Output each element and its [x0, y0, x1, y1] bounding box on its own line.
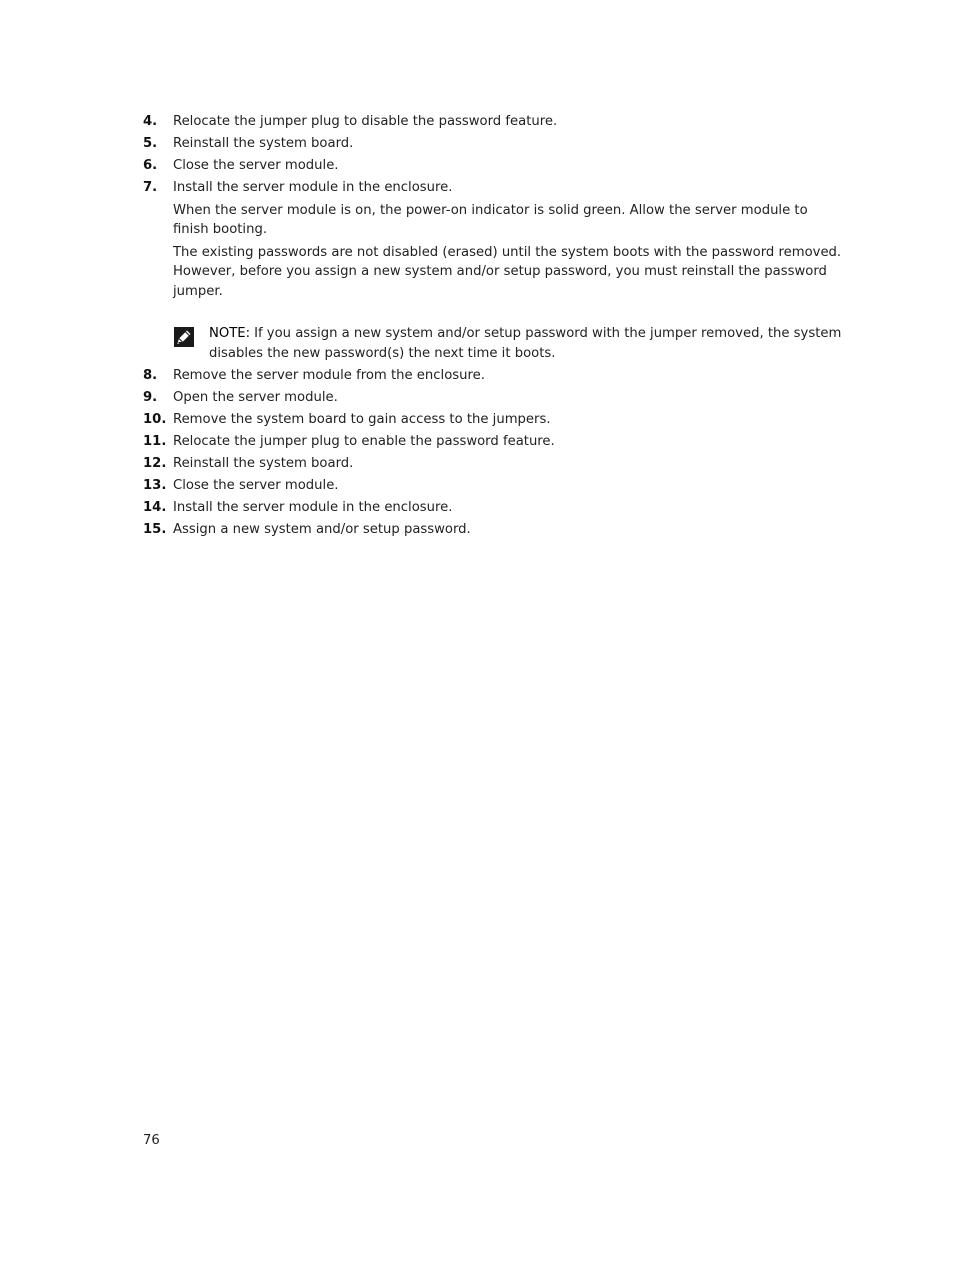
step-14 — [143, 498, 843, 518]
step-text: Remove the server module from the enclosure. — [173, 368, 485, 383]
step-text: Close the server module. — [173, 478, 339, 493]
step-10 — [143, 410, 843, 430]
step-9 — [143, 388, 843, 408]
note-box — [173, 324, 843, 363]
step-13 — [143, 476, 843, 496]
step-number: 6. — [143, 158, 158, 173]
step-4 — [143, 112, 843, 132]
step-7-paragraph-power-on: When the server module is on, the power-on indicator is solid green. Allow the server module to finish booting. — [173, 202, 808, 237]
step-text: Install the server module in the enclosure. — [173, 180, 453, 195]
note-body — [209, 324, 843, 363]
step-text: Install the server module in the enclosure. — [173, 500, 453, 515]
step-text: Open the server module. — [173, 390, 338, 405]
step-7 — [143, 178, 843, 198]
note-label: NOTE: — [209, 326, 251, 341]
step-number: 14. — [143, 500, 167, 515]
step-12 — [143, 454, 843, 474]
step-11 — [143, 432, 843, 452]
page-number: 76 — [143, 1133, 160, 1148]
document-body — [143, 112, 843, 542]
step-number: 13. — [143, 478, 167, 493]
step-number: 4. — [143, 114, 158, 129]
step-number: 8. — [143, 368, 158, 383]
note-text: If you assign a new system and/or setup password with the jumper removed, the system disables the new password(s) the next time it boots. — [209, 326, 842, 361]
step-number: 9. — [143, 390, 158, 405]
step-text: Remove the system board to gain access to the jumpers. — [173, 412, 551, 427]
step-number: 12. — [143, 456, 167, 471]
step-text: Reinstall the system board. — [173, 456, 354, 471]
step-15 — [143, 520, 843, 540]
step-number: 11. — [143, 434, 167, 449]
step-text: Relocate the jumper plug to disable the password feature. — [173, 114, 558, 129]
step-number: 10. — [143, 412, 167, 427]
step-7-paragraph-passwords: The existing passwords are not disabled (erased) until the system boots with the password removed. However, before you assign a new system and/or setup password, you must reinstall the password jumper. — [173, 244, 842, 299]
step-text: Assign a new system and/or setup password. — [173, 522, 471, 537]
step-text: Relocate the jumper plug to enable the password feature. — [173, 434, 555, 449]
step-number: 7. — [143, 180, 158, 195]
step-text: Close the server module. — [173, 158, 339, 173]
step-5 — [143, 134, 843, 154]
step-6 — [143, 156, 843, 176]
step-number: 5. — [143, 136, 158, 151]
note-pencil-icon — [173, 324, 209, 348]
step-8 — [143, 366, 843, 386]
step-number: 15. — [143, 522, 167, 537]
step-text: Reinstall the system board. — [173, 136, 354, 151]
